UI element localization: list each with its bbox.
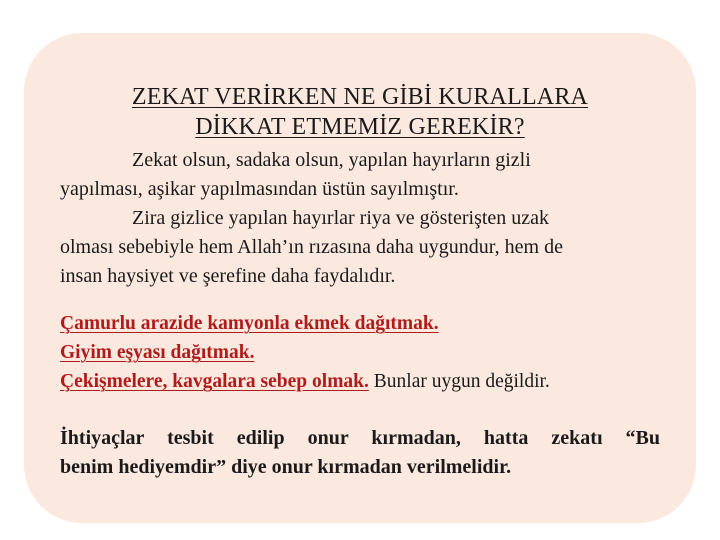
rule-item (60, 338, 254, 367)
rule-text: Giyim eşyası dağıtmak. (60, 342, 255, 363)
heading-line-2: DİKKAT ETMEMİZ GEREKİR? (195, 114, 525, 140)
rule-item (60, 309, 439, 338)
paragraph-1-line-2: yapılması, aşikar yapılmasından üstün sayılmıştır. (60, 178, 459, 200)
paragraph-2-line-2: olması sebebiyle hem Allah’ın rızasına daha uygundur, hem de (60, 236, 563, 258)
rule-text: Çamurlu arazide kamyonla ekmek dağıtmak. (60, 313, 439, 334)
rule-item (60, 367, 550, 396)
paragraph-2-line-1: Zira gizlice yapılan hayırlar riya ve gösterişten uzak (132, 207, 550, 229)
rule-text: Çekişmelere, kavgalara sebep olmak. (60, 371, 369, 392)
paragraph-2-line-3: insan haysiyet ve şerefine daha faydalıdır. (60, 265, 396, 287)
note-line-1: İhtiyaçlar tesbit edilip onur kırmadan, hatta zekatı “Bu (60, 427, 660, 449)
rules-verdict: Bunlar uygun değildir. (368, 371, 550, 392)
note-line-2: benim hediyemdir” diye onur kırmadan verilmelidir. (60, 456, 512, 478)
paragraph-1-line-1: Zekat olsun, sadaka olsun, yapılan hayırların gizli (132, 149, 531, 171)
heading-line-1: ZEKAT VERİRKEN NE GİBİ KURALLARA (131, 84, 589, 110)
